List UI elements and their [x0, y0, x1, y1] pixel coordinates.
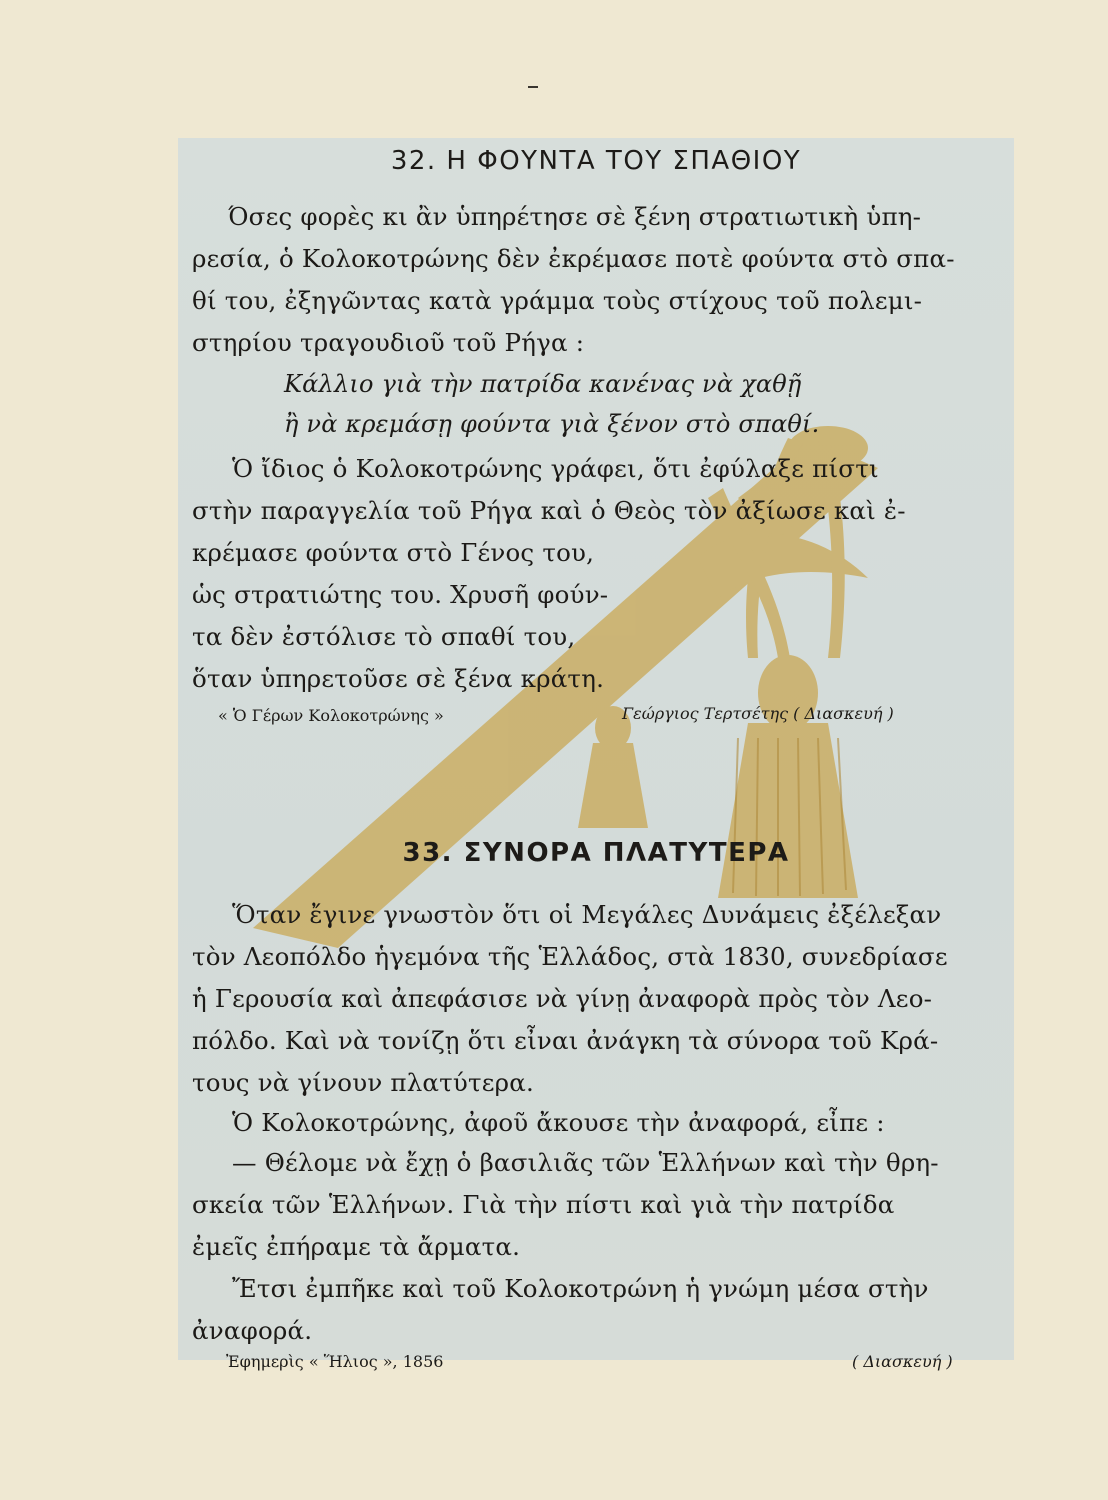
section-title-32: 32. Η ΦΟΥΝΤΑ ΤΟΥ ΣΠΑΘΙΟΥ	[390, 146, 802, 176]
dialogue-line: — Θέλομε νὰ ἔχῃ ὁ βασιλιᾶς τῶν Ἑλλήνων καὶ τὴν θρη-	[232, 1148, 939, 1177]
text-line: ἐμεῖς ἐπήραμε τὰ ἄρματα.	[192, 1232, 521, 1261]
text-line: πόλδο. Καὶ νὰ τονίζῃ ὅτι εἶναι ἀνάγκη τὰ σύνορα τοῦ Κρά-	[192, 1026, 939, 1055]
source-note: ( Διασκευή )	[852, 1352, 953, 1371]
verse-line: Κάλλιο γιὰ τὴν πατρίδα κανένας νὰ χαθῇ	[284, 370, 802, 398]
verse-line: ἢ νὰ κρεμάσῃ φούντα γιὰ ξένον στὸ σπαθί.	[284, 410, 820, 438]
text-line: τὸν Λεοπόλδο ἡγεμόνα τῆς Ἑλλάδος, στὰ 1830, συνεδρίασε	[192, 942, 948, 971]
text-line: Ὅταν ἔγινε γνωστὸν ὅτι οἱ Μεγάλες Δυνάμεις ἐξέλεξαν	[232, 900, 942, 929]
text-line: ἀναφορά.	[192, 1316, 313, 1345]
source-citation: Ἐφημερὶς « Ἥλιος », 1856	[226, 1352, 444, 1371]
source-citation: « Ὁ Γέρων Κολοκοτρώνης »	[218, 706, 444, 725]
text-line: τα δὲν ἐστόλισε τὸ σπαθί του,	[192, 622, 576, 651]
text-line: ἡ Γερουσία καὶ ἀπεφάσισε νὰ γίνῃ ἀναφορὰ πρὸς τὸν Λεο-	[192, 984, 933, 1013]
text-line: κρέμασε φούντα στὸ Γένος του,	[192, 538, 595, 567]
section-title-33: 33. ΣΥΝΟΡΑ ΠΛΑΤΥΤΕΡΑ	[402, 838, 790, 868]
page-mark	[528, 86, 538, 88]
text-line: Ὁ Κολοκοτρώνης, ἀφοῦ ἄκουσε τὴν ἀναφορά, εἶπε :	[232, 1108, 885, 1137]
text-line: Ἔτσι ἐμπῆκε καὶ τοῦ Κολοκοτρώνη ἡ γνώμη μέσα στὴν	[232, 1274, 929, 1303]
text-line: σκεία τῶν Ἑλλήνων. Γιὰ τὴν πίστι καὶ γιὰ τὴν πατρίδα	[192, 1190, 895, 1219]
text-line: στὴν παραγγελία τοῦ Ρήγα καὶ ὁ Θεὸς τὸν ἀξίωσε καὶ ἐ-	[192, 496, 906, 525]
text-line: Όσες φορὲς κι ἂν ὑπηρέτησε σὲ ξένη στρατιωτικὴ ὑπη-	[228, 202, 922, 231]
text-line: ὡς στρατιώτης του. Χρυσῆ φούν-	[192, 580, 609, 609]
source-author: Γεώργιος Τερτσέτης ( Διασκευή )	[622, 704, 894, 723]
text-line: Ὁ ἴδιος ὁ Κολοκοτρώνης γράφει, ὅτι ἐφύλαξε πίστι	[232, 454, 879, 483]
text-line: τους νὰ γίνουν πλατύτερα.	[192, 1068, 535, 1097]
text-line: στηρίου τραγουδιοῦ τοῦ Ρήγα :	[192, 328, 585, 357]
text-line: ὅταν ὑπηρετοῦσε σὲ ξένα κράτη.	[192, 664, 605, 693]
text-line: θί του, ἐξηγῶντας κατὰ γράμμα τοὺς στίχους τοῦ πολεμι-	[192, 286, 923, 315]
text-line: ρεσία, ὁ Κολοκοτρώνης δὲν ἐκρέμασε ποτὲ φούντα στὸ σπα-	[192, 244, 955, 273]
